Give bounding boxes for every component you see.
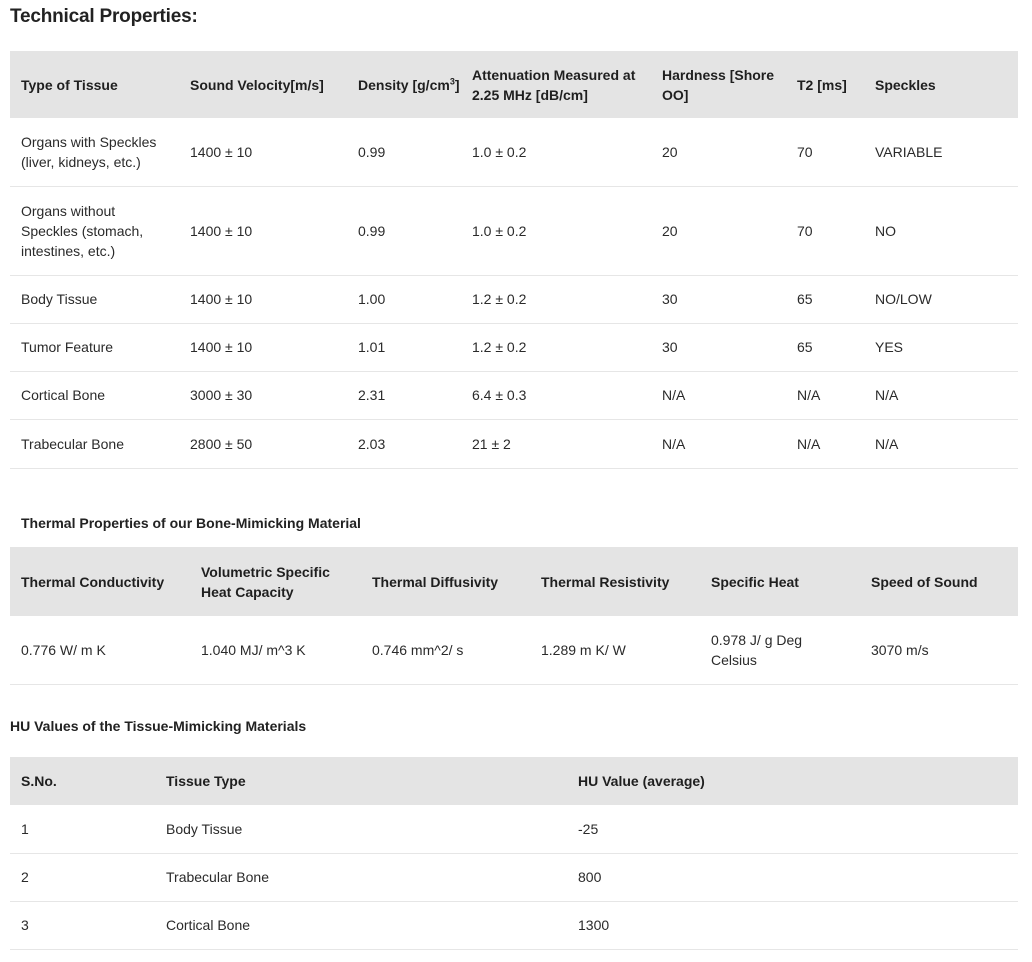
table-row bbox=[10, 371, 1018, 419]
cell-hardness: 30 bbox=[651, 323, 786, 371]
cell-type: Tumor Feature bbox=[10, 323, 179, 371]
cell-attenuation: 1.2 ± 0.2 bbox=[461, 275, 651, 323]
cell-velocity: 3000 ± 30 bbox=[179, 371, 347, 419]
header-speckles: Speckles bbox=[875, 76, 936, 93]
cell-hardness: 20 bbox=[651, 118, 786, 186]
cell-speckles: VARIABLE bbox=[864, 118, 1018, 186]
table-row bbox=[10, 323, 1018, 371]
cell-attenuation: 1.0 ± 0.2 bbox=[461, 118, 651, 186]
header-tissue-type: Tissue Type bbox=[166, 773, 246, 789]
header-density: Density $[g/cm^3]$ bbox=[358, 75, 460, 93]
cell-speckles: NO/LOW bbox=[864, 275, 1018, 323]
table-row bbox=[10, 118, 1018, 186]
table-row bbox=[10, 901, 1018, 949]
cell-speckles: YES bbox=[864, 323, 1018, 371]
cell-tissue: Body Tissue bbox=[155, 805, 567, 853]
cell-speckles: NO bbox=[864, 186, 1018, 275]
cell-velocity: 2800 ± 50 bbox=[179, 419, 347, 468]
cell-type: Organs without Speckles (stomach, intestines, etc.) bbox=[10, 186, 179, 275]
table-row bbox=[10, 419, 1018, 468]
cell-hu-value: -25 bbox=[567, 805, 1018, 853]
cell-velocity: 1400 ± 10 bbox=[179, 323, 347, 371]
cell-velocity: 1400 ± 10 bbox=[179, 275, 347, 323]
header-specific-heat: Specific Heat bbox=[711, 573, 799, 590]
cell-density: 1.01 bbox=[347, 323, 461, 371]
hu-section-title: HU Values of the Tissue-Mimicking Materials bbox=[10, 718, 307, 734]
cell-velocity: 1400 ± 10 bbox=[179, 118, 347, 186]
cell-sno: 1 bbox=[10, 805, 155, 853]
cell-tissue: Trabecular Bone bbox=[155, 853, 567, 901]
cell-t2: 70 bbox=[786, 186, 864, 275]
cell-t2: 65 bbox=[786, 323, 864, 371]
cell-attenuation: 1.2 ± 0.2 bbox=[461, 323, 651, 371]
table-header-row bbox=[10, 547, 1018, 616]
cell-hu-value: 1300 bbox=[567, 901, 1018, 949]
table-row bbox=[10, 805, 1018, 853]
header-hu-value: HU Value (average) bbox=[578, 773, 705, 789]
cell-velocity: 1400 ± 10 bbox=[179, 186, 347, 275]
header-thermal-resistivity: Thermal Resistivity bbox=[541, 573, 670, 590]
header-type-of-tissue: Type of Tissue bbox=[21, 76, 118, 93]
thermal-properties-table bbox=[10, 547, 1018, 685]
header-thermal-diffusivity: Thermal Diffusivity bbox=[372, 573, 499, 590]
cell-type: Organs with Speckles (liver, kidneys, etc.) bbox=[10, 118, 179, 186]
cell-heat-capacity: 1.040 MJ/ m^3 K bbox=[190, 616, 361, 684]
cell-attenuation: 21 ± 2 bbox=[461, 419, 651, 468]
header-speed-of-sound: Speed of Sound bbox=[871, 573, 978, 590]
header-thermal-conductivity: Thermal Conductivity bbox=[21, 573, 165, 590]
cell-specific-heat: 0.978 J/ g Deg Celsius bbox=[700, 616, 860, 684]
table-row bbox=[10, 275, 1018, 323]
header-sno: S.No. bbox=[21, 773, 57, 789]
cell-density: 1.00 bbox=[347, 275, 461, 323]
thermal-section-title: Thermal Properties of our Bone-Mimicking Material bbox=[21, 515, 361, 531]
cell-hardness: N/A bbox=[651, 371, 786, 419]
cell-hu-value: 800 bbox=[567, 853, 1018, 901]
cell-speed: 3070 m/s bbox=[860, 616, 1018, 684]
cell-hardness: 20 bbox=[651, 186, 786, 275]
table-row bbox=[10, 186, 1018, 275]
cell-speckles: N/A bbox=[864, 419, 1018, 468]
header-volumetric-heat-capacity: Volumetric Specific Heat Capacity bbox=[201, 563, 330, 600]
cell-type: Body Tissue bbox=[10, 275, 179, 323]
cell-type: Cortical Bone bbox=[10, 371, 179, 419]
cell-attenuation: 6.4 ± 0.3 bbox=[461, 371, 651, 419]
cell-t2: N/A bbox=[786, 371, 864, 419]
table-row bbox=[10, 853, 1018, 901]
technical-properties-table bbox=[10, 51, 1018, 469]
cell-density: 0.99 bbox=[347, 118, 461, 186]
header-t2: T2 [ms] bbox=[797, 76, 847, 93]
cell-tissue: Cortical Bone bbox=[155, 901, 567, 949]
table-header-row bbox=[10, 51, 1018, 118]
header-hardness: Hardness [Shore OO] bbox=[662, 66, 775, 103]
cell-density: 0.99 bbox=[347, 186, 461, 275]
cell-sno: 3 bbox=[10, 901, 155, 949]
cell-t2: 70 bbox=[786, 118, 864, 186]
cell-hardness: N/A bbox=[651, 419, 786, 468]
header-sound-velocity: Sound Velocity[m/s] bbox=[190, 76, 324, 93]
cell-speckles: N/A bbox=[864, 371, 1018, 419]
cell-t2: 65 bbox=[786, 275, 864, 323]
cell-conductivity: 0.776 W/ m K bbox=[10, 616, 190, 684]
cell-type: Trabecular Bone bbox=[10, 419, 179, 468]
page-title: Technical Properties: bbox=[10, 6, 198, 27]
header-attenuation: Attenuation Measured at 2.25 MHz [dB/cm] bbox=[472, 66, 636, 103]
cell-attenuation: 1.0 ± 0.2 bbox=[461, 186, 651, 275]
table-row bbox=[10, 616, 1018, 684]
cell-density: 2.03 bbox=[347, 419, 461, 468]
cell-hardness: 30 bbox=[651, 275, 786, 323]
cell-t2: N/A bbox=[786, 419, 864, 468]
cell-diffusivity: 0.746 mm^2/ s bbox=[361, 616, 530, 684]
cell-resistivity: 1.289 m K/ W bbox=[530, 616, 700, 684]
table-header-row bbox=[10, 757, 1018, 805]
hu-values-table bbox=[10, 757, 1018, 950]
cell-density: 2.31 bbox=[347, 371, 461, 419]
cell-sno: 2 bbox=[10, 853, 155, 901]
